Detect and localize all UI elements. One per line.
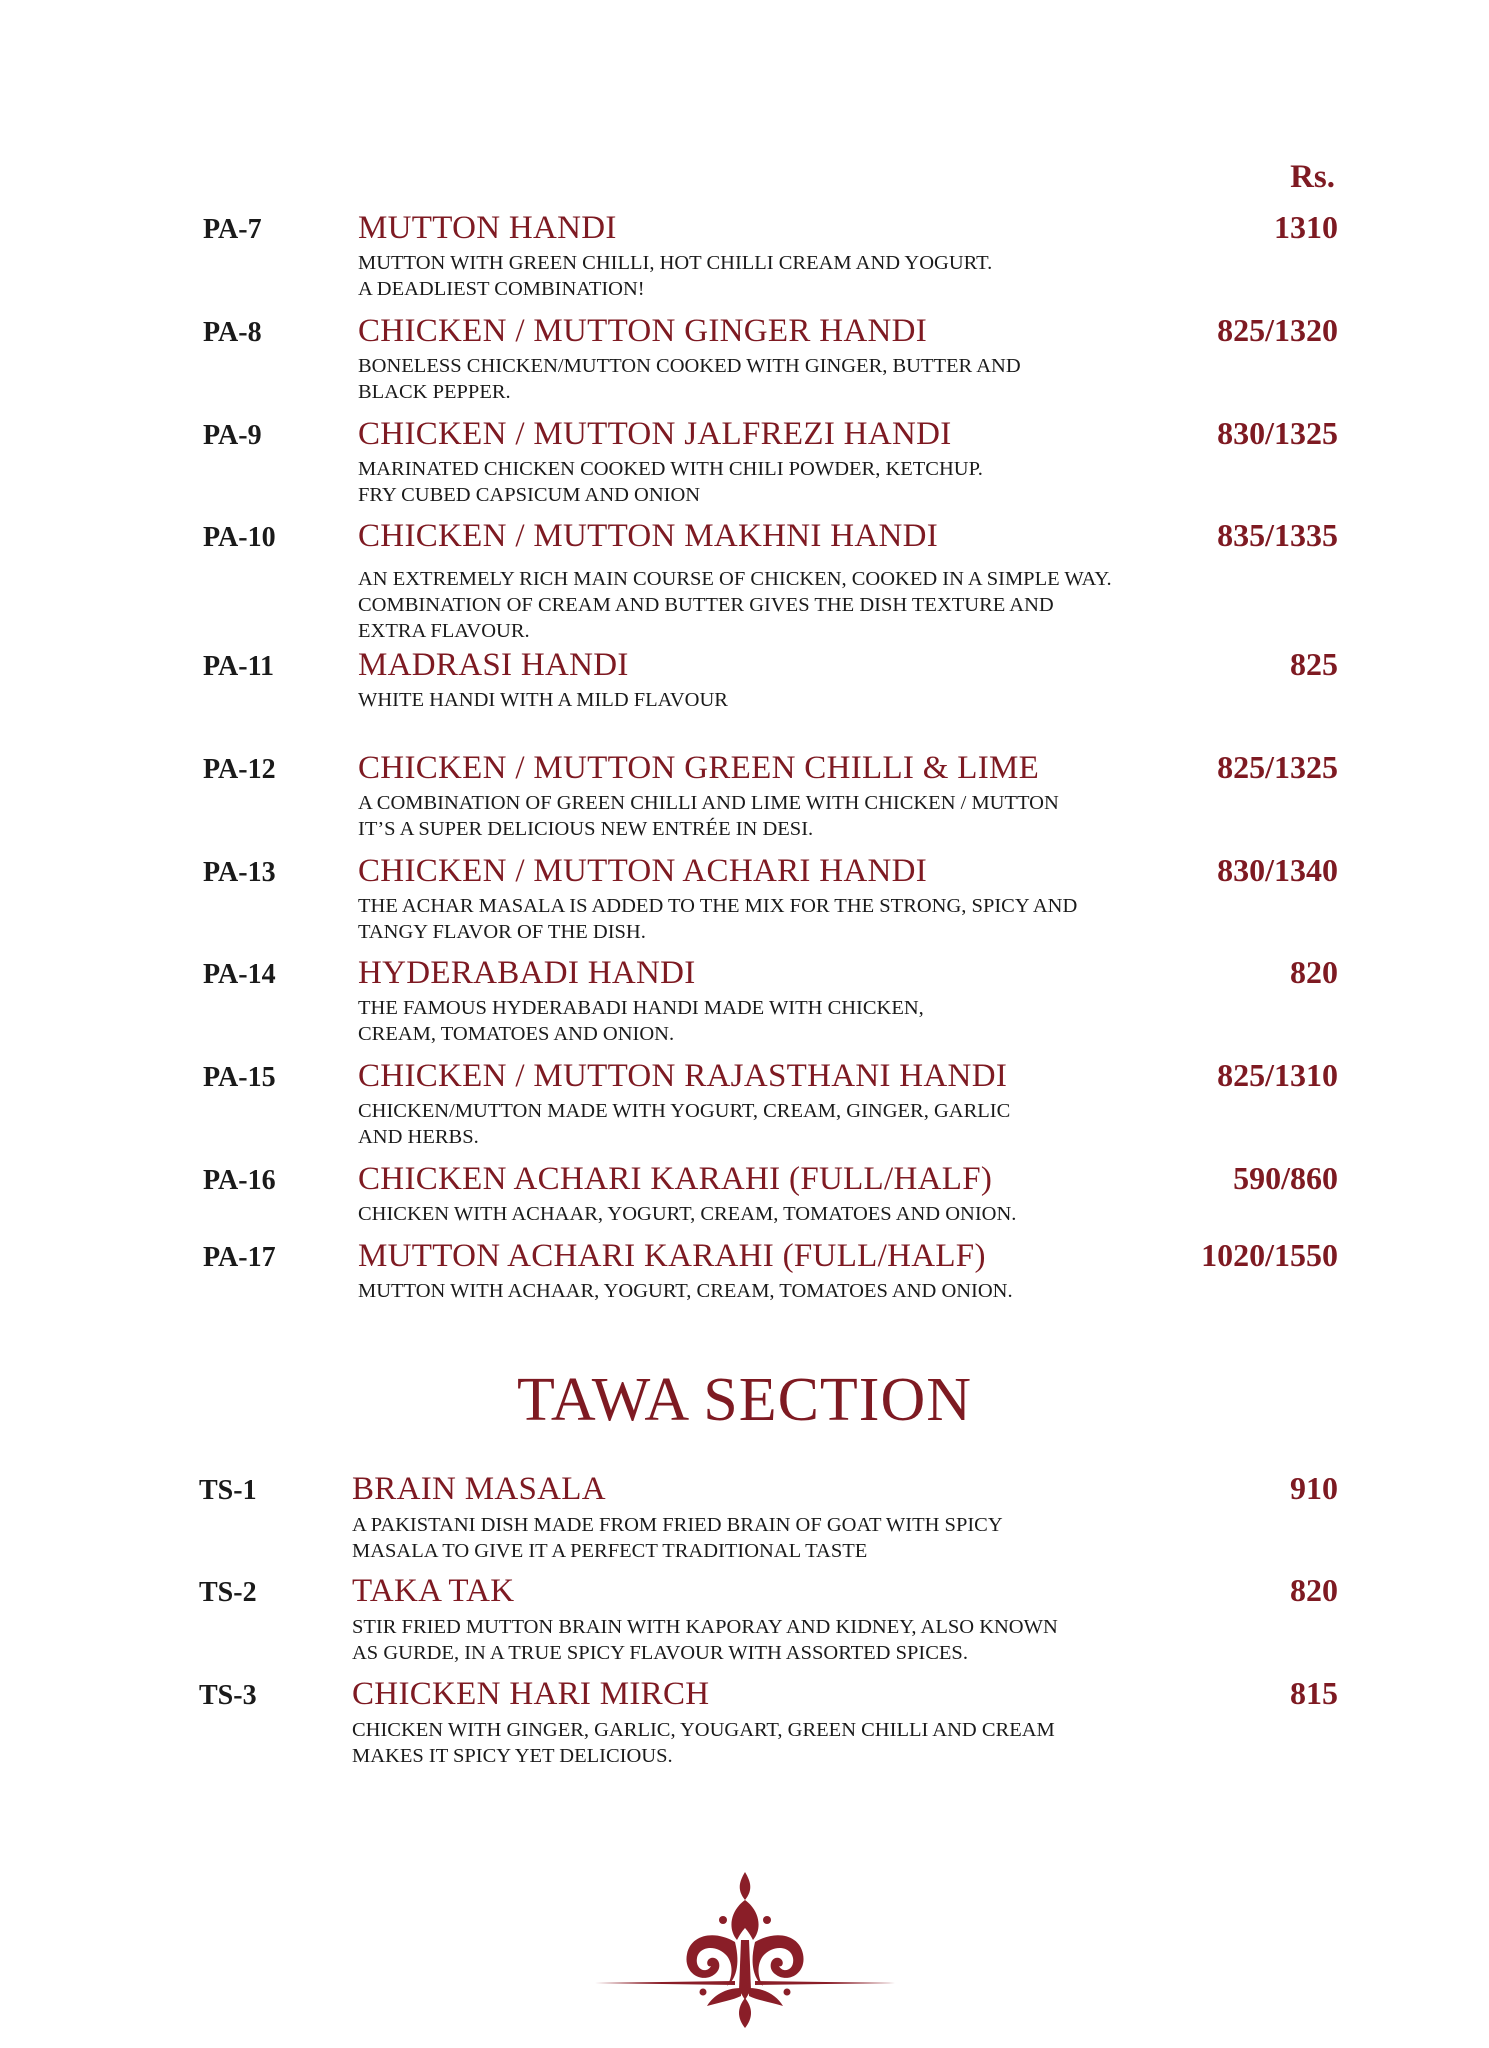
description-line: STIR FRIED MUTTON BRAIN WITH KAPORAY AND KIDNEY, ALSO KNOWN: [352, 1616, 1058, 1638]
item-code: PA-13: [203, 857, 276, 888]
item-name: MADRASI HANDI: [358, 647, 629, 683]
item-code: PA-7: [203, 214, 262, 245]
description-line: MASALA TO GIVE IT A PERFECT TRADITIONAL TASTE: [352, 1540, 868, 1562]
description-line: CHICKEN WITH GINGER, GARLIC, YOUGART, GREEN CHILLI AND CREAM: [352, 1719, 1055, 1741]
item-code: PA-15: [203, 1062, 276, 1093]
item-name: HYDERABADI HANDI: [358, 955, 696, 991]
currency-header: Rs.: [1290, 159, 1335, 195]
item-price: 820: [1290, 1572, 1338, 1608]
description-line: EXTRA FLAVOUR.: [358, 620, 530, 642]
description-line: A COMBINATION OF GREEN CHILLI AND LIME WITH CHICKEN / MUTTON: [358, 792, 1059, 814]
item-name: TAKA TAK: [352, 1573, 515, 1609]
item-name: CHICKEN ACHARI KARAHI (FULL/HALF): [358, 1161, 993, 1197]
item-price: 1020/1550: [1201, 1237, 1338, 1273]
item-name: CHICKEN / MUTTON ACHARI HANDI: [358, 853, 928, 889]
description-line: A DEADLIEST COMBINATION!: [358, 278, 645, 300]
item-name: MUTTON ACHARI KARAHI (FULL/HALF): [358, 1238, 986, 1274]
item-code: PA-9: [203, 420, 262, 451]
description-line: AND HERBS.: [358, 1126, 479, 1148]
item-code: PA-11: [203, 651, 275, 682]
item-price: 825/1320: [1217, 312, 1338, 348]
item-name: CHICKEN / MUTTON RAJASTHANI HANDI: [358, 1058, 1008, 1094]
description-line: MUTTON WITH GREEN CHILLI, HOT CHILLI CREAM AND YOGURT.: [358, 252, 993, 274]
item-description: [352, 1614, 1252, 1666]
item-description: [358, 995, 1258, 1047]
item-description: [358, 1201, 1258, 1227]
description-line: COMBINATION OF CREAM AND BUTTER GIVES THE DISH TEXTURE AND: [358, 594, 1054, 616]
item-code: PA-12: [203, 754, 276, 785]
item-name: CHICKEN / MUTTON GREEN CHILLI & LIME: [358, 750, 1040, 786]
description-line: CREAM, TOMATOES AND ONION.: [358, 1023, 675, 1045]
item-code: PA-17: [203, 1242, 276, 1273]
item-code: PA-14: [203, 959, 276, 990]
item-price: 830/1325: [1217, 415, 1338, 451]
description-line: IT’S A SUPER DELICIOUS NEW ENTRÉE IN DESI.: [358, 818, 814, 840]
item-price: 830/1340: [1217, 852, 1338, 888]
description-line: FRY CUBED CAPSICUM AND ONION: [358, 484, 701, 506]
description-line: BLACK PEPPER.: [358, 381, 511, 403]
item-name: MUTTON HANDI: [358, 210, 617, 246]
item-description: [358, 790, 1258, 842]
item-code: TS-1: [199, 1475, 257, 1506]
description-line: BONELESS CHICKEN/MUTTON COOKED WITH GINGER, BUTTER AND: [358, 355, 1021, 377]
item-price: 835/1335: [1217, 517, 1338, 553]
description-line: CHICKEN/MUTTON MADE WITH YOGURT, CREAM, GINGER, GARLIC: [358, 1100, 1011, 1122]
section-title-tawa: TAWA SECTION: [517, 1366, 972, 1434]
item-description: [358, 1278, 1258, 1304]
description-line: A PAKISTANI DISH MADE FROM FRIED BRAIN OF GOAT WITH SPICY: [352, 1514, 1003, 1536]
item-description: [358, 687, 1258, 713]
item-price: 825/1310: [1217, 1057, 1338, 1093]
item-name: CHICKEN HARI MIRCH: [352, 1676, 710, 1712]
item-code: PA-10: [203, 522, 276, 553]
damask-flourish-icon: [595, 1870, 895, 2030]
description-line: MUTTON WITH ACHAAR, YOGURT, CREAM, TOMATOES AND ONION.: [358, 1280, 1013, 1302]
item-description: [358, 566, 1258, 644]
item-price: 825: [1290, 646, 1338, 682]
item-price: 825/1325: [1217, 749, 1338, 785]
item-price: 590/860: [1233, 1160, 1338, 1196]
item-description: [352, 1512, 1252, 1564]
description-line: MARINATED CHICKEN COOKED WITH CHILI POWDER, KETCHUP.: [358, 458, 983, 480]
item-code: PA-8: [203, 317, 262, 348]
item-description: [358, 353, 1258, 405]
item-name: CHICKEN / MUTTON MAKHNI HANDI: [358, 518, 939, 554]
description-line: AN EXTREMELY RICH MAIN COURSE OF CHICKEN, COOKED IN A SIMPLE WAY.: [358, 568, 1112, 590]
item-name: BRAIN MASALA: [352, 1471, 606, 1507]
item-name: CHICKEN / MUTTON GINGER HANDI: [358, 313, 928, 349]
description-line: WHITE HANDI WITH A MILD FLAVOUR: [358, 689, 728, 711]
description-line: TANGY FLAVOR OF THE DISH.: [358, 921, 646, 943]
item-description: [358, 250, 1258, 302]
description-line: THE FAMOUS HYDERABADI HANDI MADE WITH CHICKEN,: [358, 997, 924, 1019]
item-price: 910: [1290, 1470, 1338, 1506]
item-code: TS-3: [199, 1680, 257, 1711]
item-code: TS-2: [199, 1577, 257, 1608]
description-line: THE ACHAR MASALA IS ADDED TO THE MIX FOR THE STRONG, SPICY AND: [358, 895, 1078, 917]
description-line: MAKES IT SPICY YET DELICIOUS.: [352, 1745, 673, 1767]
item-name: CHICKEN / MUTTON JALFREZI HANDI: [358, 416, 952, 452]
item-description: [358, 893, 1258, 945]
description-line: CHICKEN WITH ACHAAR, YOGURT, CREAM, TOMATOES AND ONION.: [358, 1203, 1017, 1225]
item-price: 820: [1290, 954, 1338, 990]
item-description: [358, 1098, 1258, 1150]
item-price: 815: [1290, 1675, 1338, 1711]
item-code: PA-16: [203, 1165, 276, 1196]
item-description: [358, 456, 1258, 508]
item-price: 1310: [1274, 209, 1338, 245]
item-description: [352, 1717, 1252, 1769]
description-line: AS GURDE, IN A TRUE SPICY FLAVOUR WITH ASSORTED SPICES.: [352, 1642, 968, 1664]
